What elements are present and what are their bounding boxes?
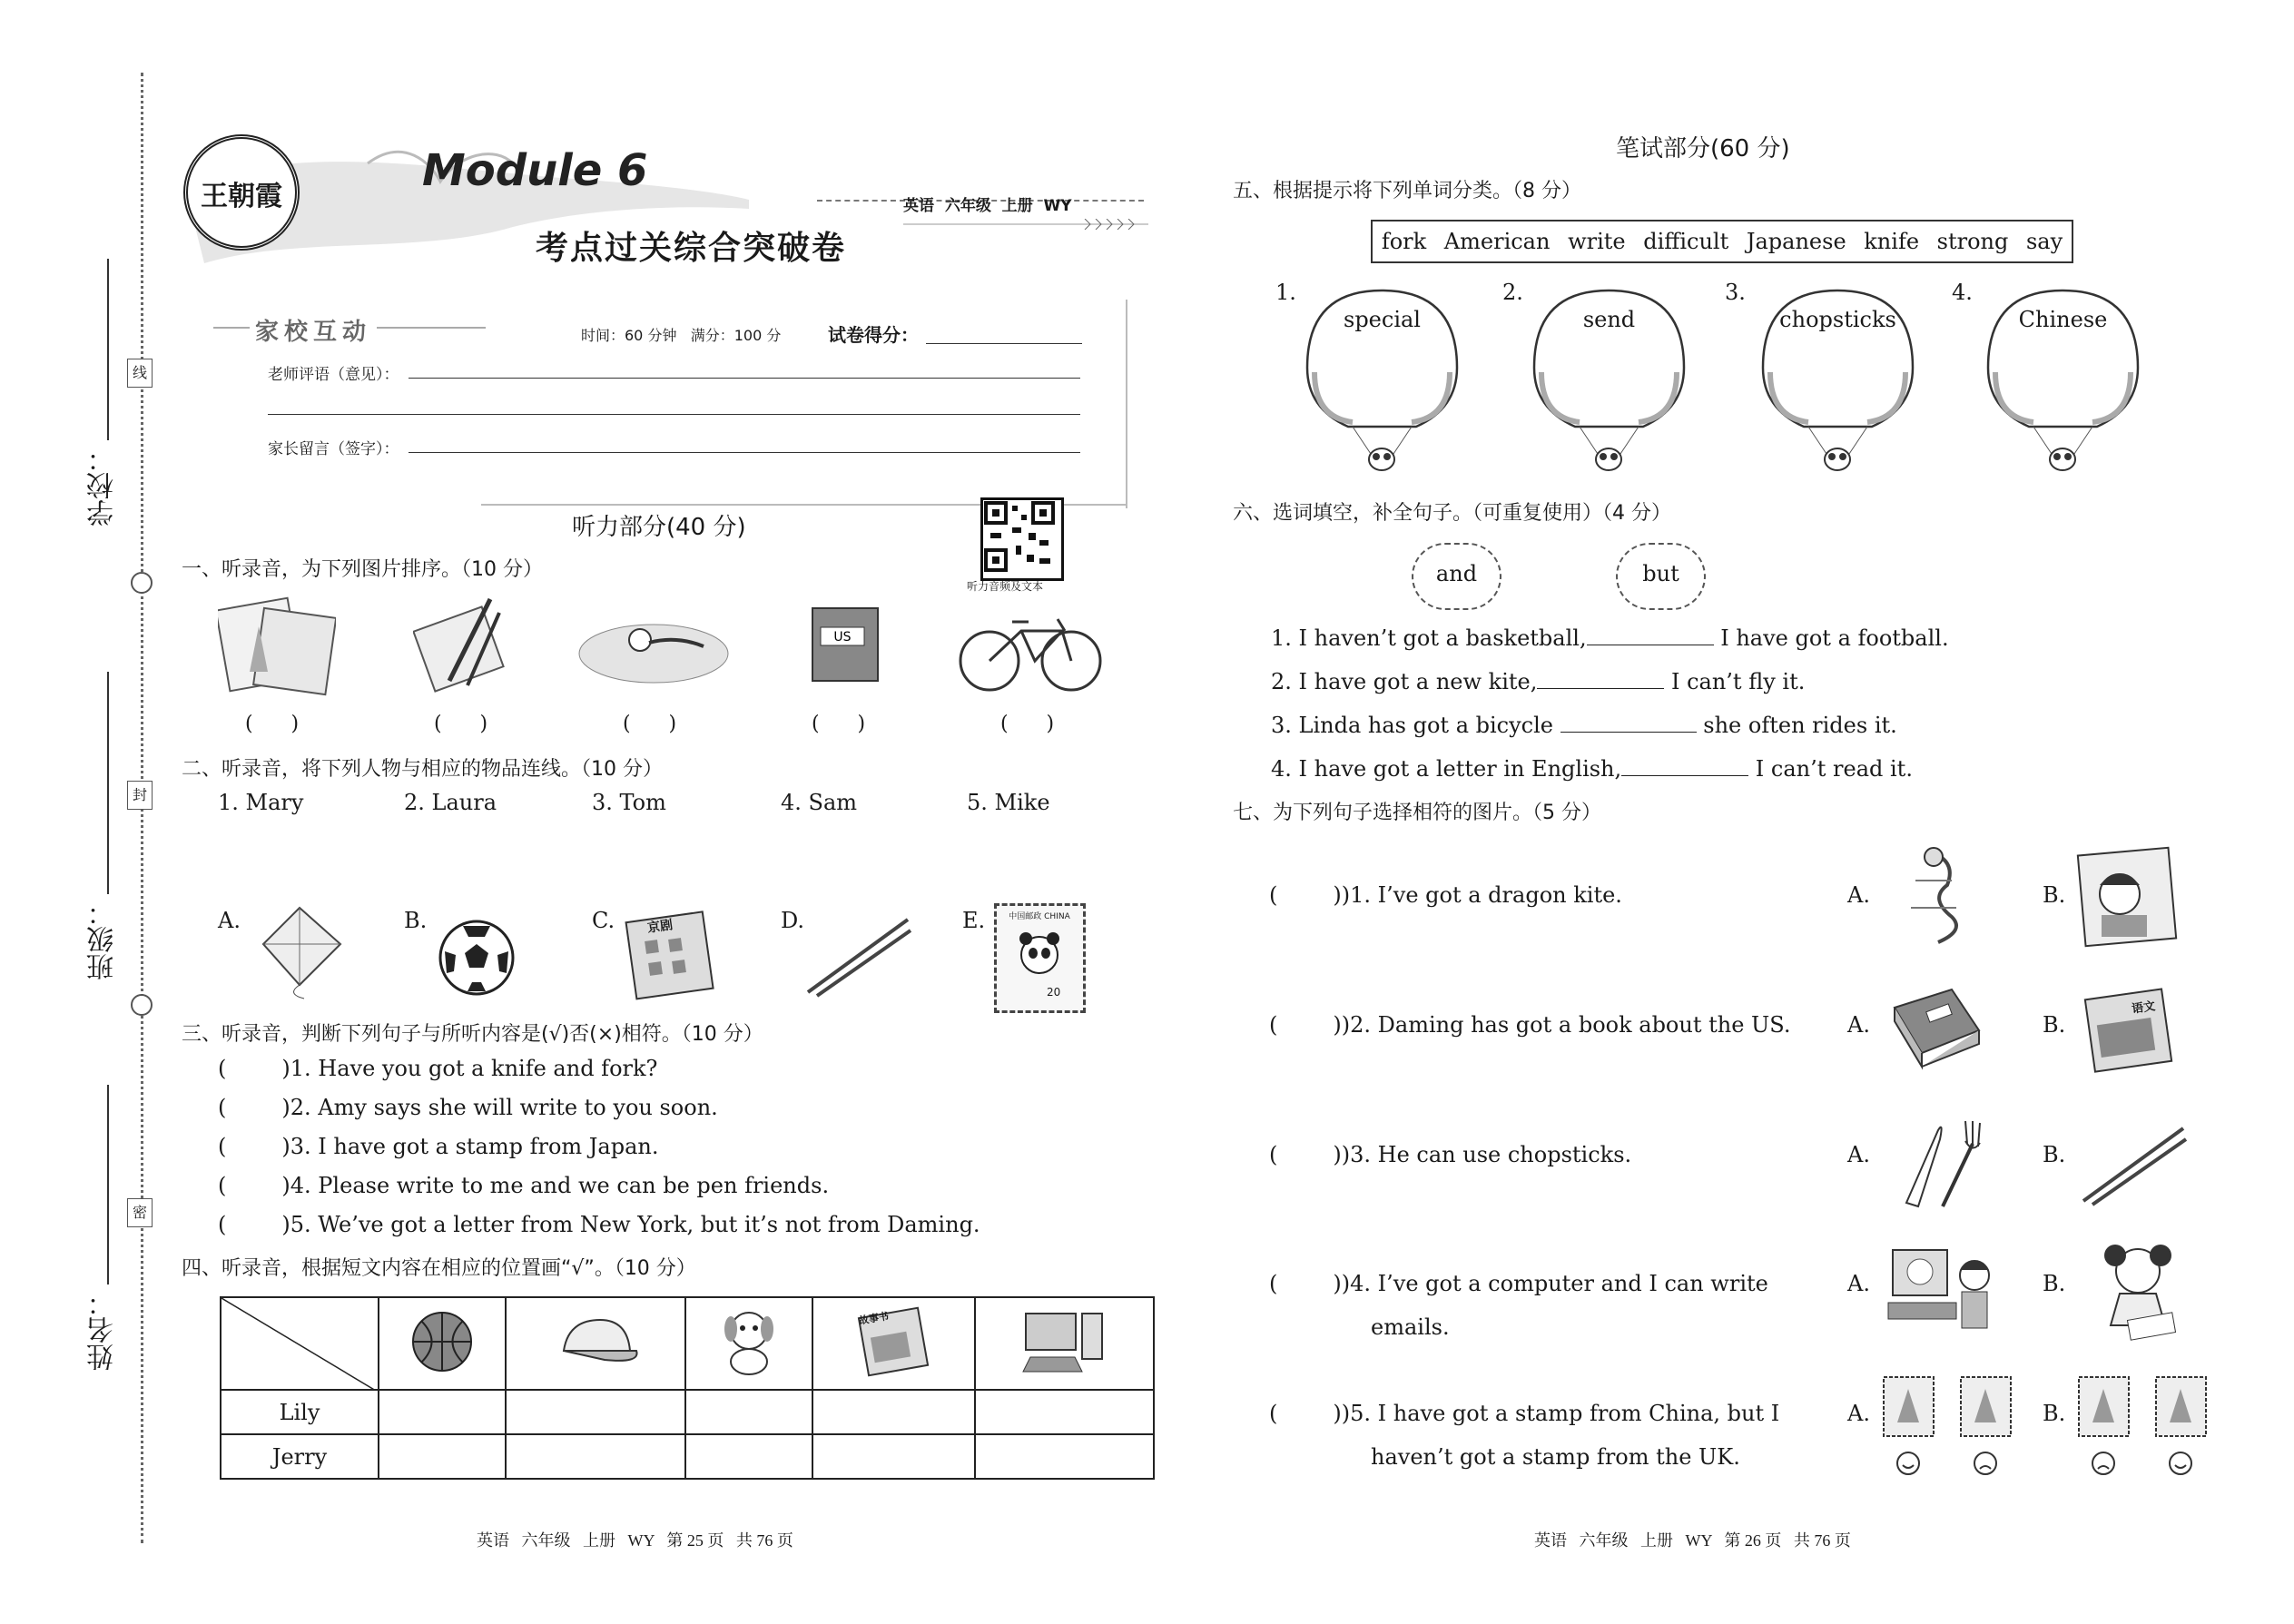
answer-paren[interactable]: ( ) [1269, 1012, 1342, 1038]
fill-blank[interactable] [1621, 755, 1748, 776]
sentence-end: I have got a football. [1720, 625, 1949, 651]
balloon-number: 3. [1725, 280, 1746, 305]
balloon-number: 4. [1952, 280, 1973, 305]
svg-text:US: US [833, 630, 852, 645]
part5-heading: 五、根据提示将下列单词分类。（8 分） [1233, 180, 1581, 202]
cap-picture [550, 1313, 641, 1372]
match-sentence-text: )2. Daming has got a book about the US. [1341, 1012, 1791, 1038]
balloon-send[interactable] [1525, 281, 1693, 481]
us-book-option-picture[interactable] [1884, 980, 1988, 1080]
postcards-picture [218, 590, 336, 699]
check-cell[interactable] [506, 1390, 684, 1434]
check-cell[interactable] [685, 1434, 812, 1479]
col-cap [506, 1297, 684, 1390]
chopsticks-option-picture[interactable] [2079, 1121, 2188, 1207]
option-a-label: A. [1847, 1012, 1870, 1038]
diagonal-header-cell [221, 1297, 379, 1390]
balloon-number: 2. [1502, 280, 1523, 305]
answer-paren[interactable]: ( ) [1269, 1401, 1342, 1426]
football-picture[interactable] [436, 917, 517, 999]
knife-fork-option-picture[interactable] [1893, 1112, 1993, 1212]
stamp-value: 20 [1047, 986, 1061, 999]
judge-sentence-2[interactable]: ( )2. Amy says she will write to you soon. [218, 1095, 718, 1120]
option-letter: A. [218, 908, 241, 933]
match-sentence-text: )3. He can use chopsticks. [1341, 1142, 1632, 1167]
answer-bracket[interactable]: ( ) [434, 713, 488, 735]
kite-picture[interactable] [250, 899, 354, 1003]
answer-paren[interactable]: ( ) [1269, 1271, 1342, 1296]
match-sentence-4-line2: emails. [1371, 1314, 1450, 1340]
option-a-label: A. [1847, 1142, 1870, 1167]
word-chip[interactable]: Japanese [1746, 229, 1846, 254]
balloon-chinese[interactable] [1979, 281, 2147, 481]
word-chip[interactable]: knife [1864, 229, 1920, 254]
balloon-number: 1. [1275, 280, 1296, 305]
footer-left: 英语 六年级 上册 WY 第 25 页 共 76 页 [477, 1531, 793, 1550]
module-title: Module 6 [422, 145, 648, 196]
person-laura[interactable]: 2. Laura [404, 790, 497, 815]
balloon-label: special [1344, 307, 1421, 332]
score-field[interactable] [926, 343, 1082, 344]
part1-heading: 一、听录音，为下列图片排序。（10 分） [182, 558, 543, 581]
bicycle-picture [958, 608, 1103, 694]
row-label-jerry: Jerry [221, 1434, 379, 1479]
person-sam[interactable]: 4. Sam [781, 790, 858, 815]
knife-fork-picture [413, 590, 513, 699]
option-a-label: A. [1847, 1401, 1870, 1426]
check-cell[interactable] [506, 1434, 684, 1479]
seal-char-xian: 线 [127, 359, 153, 388]
computer-picture [1019, 1308, 1109, 1376]
choice-but-badge[interactable] [1616, 543, 1706, 610]
parent-comment-field[interactable] [409, 452, 1080, 453]
fill-sentence-4 [1271, 755, 1913, 782]
opera-book-picture[interactable] [622, 908, 722, 1003]
storybook-title: 故事书 [858, 1310, 891, 1327]
qr-code-pattern [983, 500, 1056, 573]
us-book-picture [808, 604, 885, 685]
fill-sentence-1 [1271, 625, 1949, 651]
match-sentence-text: )1. I’ve got a dragon kite. [1341, 882, 1622, 908]
home-school-label: 家校互动 [250, 313, 377, 347]
word-chip[interactable]: difficult [1643, 229, 1729, 254]
brand-logo-text: 王朝霞 [201, 182, 282, 212]
check-cell[interactable] [812, 1434, 974, 1479]
check-cell[interactable] [379, 1434, 506, 1479]
box-right-border [1126, 300, 1127, 508]
match-sentence-5[interactable] [1269, 1401, 1779, 1426]
word-chip[interactable]: strong [1936, 229, 2009, 254]
school-field[interactable] [107, 259, 109, 440]
check-cell[interactable] [812, 1390, 974, 1434]
person-tom[interactable]: 3. Tom [592, 790, 666, 815]
swimming-picture [576, 599, 731, 690]
option-letter: B. [404, 908, 428, 933]
answer-bracket[interactable]: ( ) [812, 713, 866, 735]
col-storybook [812, 1297, 974, 1390]
col-computer [975, 1297, 1154, 1390]
computer-girl-picture[interactable] [1884, 1239, 1997, 1343]
fill-blank[interactable] [1537, 668, 1664, 689]
writing-girl-picture[interactable] [2088, 1239, 2188, 1343]
binding-ring [131, 994, 153, 1016]
qr-caption: 听力音频及文本 [967, 580, 1044, 593]
person-mike[interactable]: 5. Mike [967, 790, 1050, 815]
check-table [220, 1296, 1155, 1480]
choice-but: but [1642, 561, 1679, 586]
exam-info: 时间：60 分钟 满分：100 分 [581, 327, 782, 344]
judge-sentence-5[interactable]: ( )5. We’ve got a letter from New York, but it’s not from Daming. [218, 1212, 980, 1237]
home-school-badge [213, 304, 495, 359]
writing-title: 笔试部分(60 分) [1616, 135, 1790, 162]
name-field[interactable] [107, 1085, 109, 1284]
answer-bracket[interactable]: ( ) [245, 713, 300, 735]
option-letter: D. [781, 908, 805, 933]
basketball-picture [410, 1310, 474, 1373]
balloon-special[interactable] [1298, 281, 1466, 481]
col-dog [685, 1297, 812, 1390]
option-letter: C. [592, 908, 615, 933]
balloon-label: chopsticks [1779, 307, 1896, 332]
balloon-label: Chinese [2018, 307, 2108, 332]
class-label: 班级： [87, 899, 119, 980]
check-cell[interactable] [379, 1390, 506, 1434]
sentence-end: she often rides it. [1703, 713, 1897, 738]
option-a-label: A. [1847, 1271, 1870, 1296]
answer-bracket[interactable]: ( ) [623, 713, 677, 735]
sentence-end: I can’t read it. [1755, 756, 1913, 782]
teacher-comment-field-2[interactable] [268, 414, 1080, 415]
choice-and: and [1435, 561, 1478, 586]
fill-sentence-3 [1271, 712, 1897, 738]
option-letter: E. [962, 908, 986, 933]
check-cell[interactable] [685, 1390, 812, 1434]
sentence-start: 1. I haven’t got a basketball, [1271, 625, 1587, 651]
word-chip[interactable]: write [1568, 229, 1626, 254]
part7-heading: 七、为下列句子选择相符的图片。（5 分） [1233, 802, 1601, 824]
match-sentence-text: )5. I have got a stamp from China, but I [1341, 1401, 1780, 1426]
stamps-option-b-picture[interactable] [2074, 1373, 2220, 1481]
match-sentence-1[interactable] [1269, 882, 1622, 908]
teacher-comment-field[interactable] [409, 378, 1080, 379]
judge-sentence-3[interactable]: ( )3. I have got a stamp from Japan. [218, 1134, 659, 1159]
footer-right: 英语 六年级 上册 WY 第 26 页 共 76 页 [1534, 1531, 1851, 1550]
balloon-label: send [1582, 307, 1636, 332]
qr-code[interactable] [980, 497, 1064, 581]
judge-sentence-1[interactable]: ( )1. Have you got a knife and fork? [218, 1056, 658, 1081]
seal-char-feng: 封 [127, 781, 153, 810]
option-b-label: B. [2043, 882, 2066, 908]
sentence-end: I can’t fly it. [1670, 669, 1806, 694]
chevron-strip [903, 216, 1148, 227]
balloon-chopsticks[interactable] [1754, 281, 1922, 481]
paper-subtitle: 考点过关综合突破卷 [536, 230, 847, 267]
sentence-start: 3. Linda has got a bicycle [1271, 713, 1553, 738]
chopsticks-picture[interactable] [803, 912, 912, 999]
option-b-label: B. [2043, 1142, 2066, 1167]
option-b-label: B. [2043, 1401, 2066, 1426]
stamp-text: 中国邮政 CHINA [1009, 912, 1070, 921]
school-label: 学校： [87, 445, 119, 527]
option-b-label: B. [2043, 1012, 2066, 1038]
answer-bracket[interactable]: ( ) [1000, 713, 1055, 735]
part3-heading: 三、听录音，判断下列句子与所听内容是(√)否(×)相符。（10 分） [182, 1023, 763, 1046]
fill-blank[interactable] [1561, 712, 1697, 733]
match-sentence-3[interactable] [1269, 1142, 1631, 1167]
judge-sentence-4[interactable]: ( )4. Please write to me and we can be pen friends. [218, 1173, 830, 1198]
part2-heading: 二、听录音，将下列人物与相应的物品连线。（10 分） [182, 758, 663, 781]
answer-paren[interactable]: ( ) [1269, 882, 1342, 908]
match-sentence-4[interactable] [1269, 1271, 1768, 1296]
opera-book-title: 京剧 [646, 918, 674, 936]
part4-heading: 四、听录音，根据短文内容在相应的位置画“√”。（10 分） [182, 1257, 696, 1280]
match-sentence-text: )4. I’ve got a computer and I can write [1341, 1271, 1768, 1296]
toy-dog-picture [717, 1305, 781, 1378]
word-bank [1371, 220, 2073, 263]
parent-comment-label: 家长留言（签字）： [268, 440, 399, 458]
word-chip[interactable]: fork [1381, 229, 1427, 254]
panda-stamp-picture[interactable] [994, 903, 1086, 1013]
option-a-label: A. [1847, 882, 1870, 908]
word-chip[interactable]: say [2025, 229, 2063, 254]
name-label: 姓名： [87, 1289, 119, 1371]
seal-char-mi: 密 [127, 1198, 153, 1227]
choice-and-badge[interactable] [1412, 543, 1501, 610]
class-field[interactable] [107, 672, 109, 894]
option-b-label: B. [2043, 1271, 2066, 1296]
chinese-book-title: 语文 [2131, 999, 2157, 1017]
sentence-start: 4. I have got a letter in English, [1271, 756, 1622, 782]
listening-title: 听力部分(40 分) [572, 514, 746, 541]
sentence-start: 2. I have got a new kite, [1271, 669, 1538, 694]
kite-girl-picture[interactable] [2074, 844, 2179, 953]
answer-paren[interactable]: ( ) [1269, 1142, 1342, 1167]
row-label-lily: Lily [221, 1390, 379, 1434]
stamps-option-a-picture[interactable] [1879, 1373, 2024, 1481]
part6-heading: 六、选词填空，补全句子。（可重复使用）（4 分） [1233, 502, 1671, 525]
fill-sentence-2 [1271, 668, 1805, 694]
binding-ring [131, 572, 153, 594]
match-sentence-5-line2: haven’t got a stamp from the UK. [1371, 1444, 1740, 1470]
teacher-comment-label: 老师评语（意见）： [268, 366, 399, 384]
chinese-book-picture[interactable] [2079, 985, 2179, 1080]
book-tag: 英语 六年级 上册 WY [903, 197, 1072, 215]
dragon-kite-picture[interactable] [1884, 844, 1984, 949]
col-basketball [379, 1297, 506, 1390]
match-sentence-2[interactable] [1269, 1012, 1790, 1038]
brand-logo [183, 134, 300, 251]
score-label: 试卷得分： [828, 324, 919, 346]
check-cell[interactable] [975, 1390, 1154, 1434]
fill-blank[interactable] [1587, 625, 1714, 645]
check-cell[interactable] [975, 1434, 1154, 1479]
person-mary[interactable]: 1. Mary [218, 790, 304, 815]
word-chip[interactable]: American [1443, 229, 1551, 254]
